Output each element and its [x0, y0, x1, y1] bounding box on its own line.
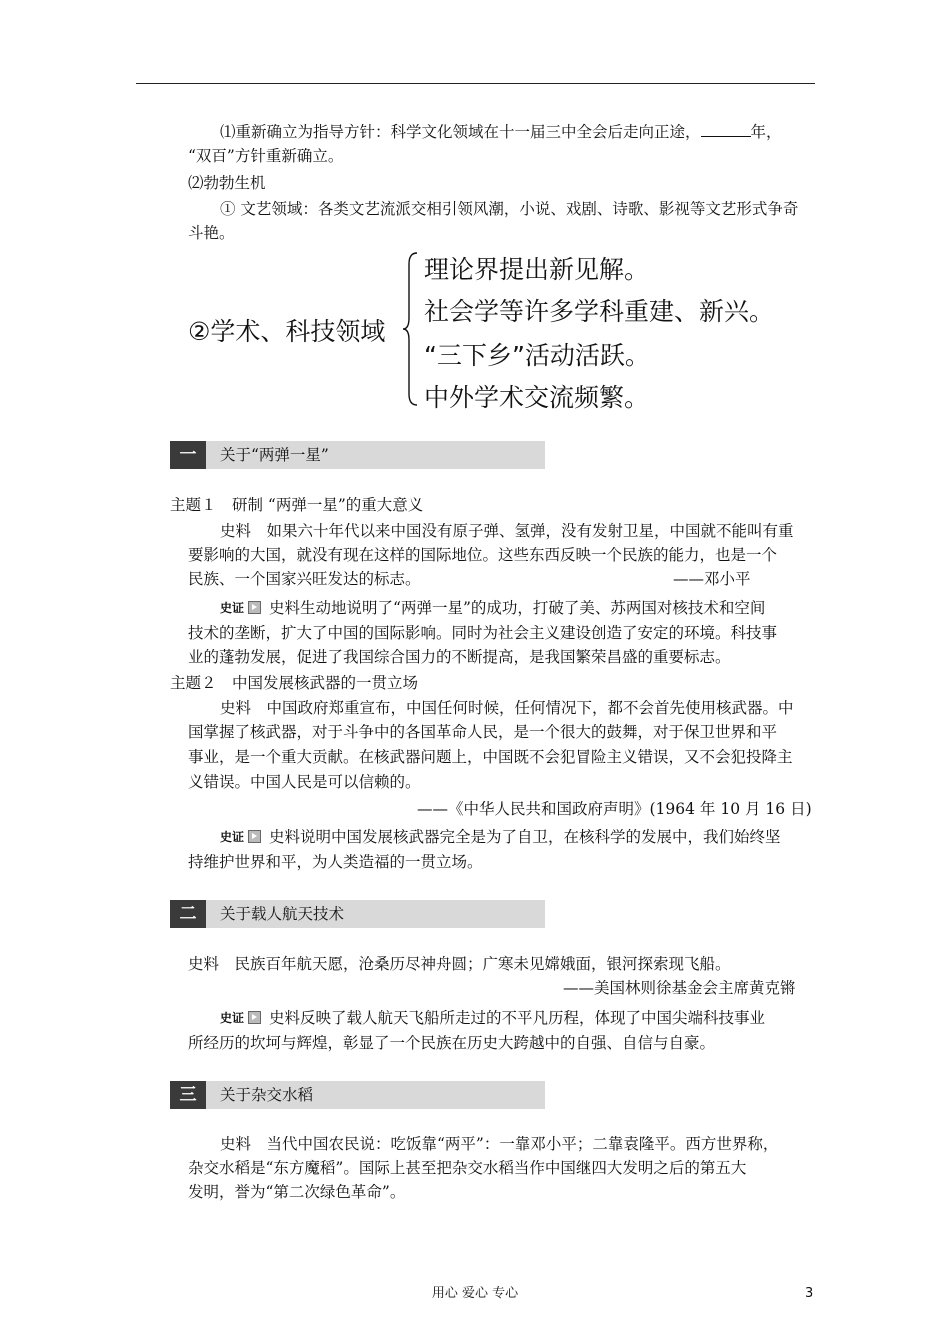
proof-line: 持维护世界和平，为人类造福的一贯立场。 — [188, 853, 483, 871]
section-number: 二 — [170, 900, 206, 928]
proof-line: 业的蓬勃发展，促进了我国综合国力的不断提高，是我国繁荣昌盛的重要标志。 — [188, 648, 731, 666]
source-line: 发明，誉为“第二次绿色革命”。 — [188, 1183, 406, 1201]
section-header — [170, 1081, 545, 1109]
intro-paragraph-3-cont: 斗艳。 — [188, 224, 235, 242]
source-line: 事业，是一个重大贡献。在核武器问题上，中国既不会犯冒险主义错误，又不会犯投降主 — [188, 748, 793, 766]
intro-paragraph-3: ① 文艺领域：各类文艺流派交相引领风潮，小说、戏剧、诗歌、影视等文艺形式争奇 — [220, 200, 799, 218]
proof-line: 所经历的坎坷与辉煌，彰显了一个民族在历史大跨越中的自强、自信与自豪。 — [188, 1034, 716, 1052]
section-header — [170, 900, 545, 928]
section-title: 关于“两弹一星” — [220, 446, 329, 464]
diagram-label: ②学术、科技领域 — [188, 317, 386, 346]
brace-icon — [402, 252, 418, 406]
source-line: 杂交水稻是“东方魔稻”。国际上甚至把杂交水稻当作中国继四大发明之后的第五大 — [188, 1159, 747, 1177]
source-attribution: ——邓小平 — [673, 570, 751, 588]
source-line: 义错误。中国人民是可以信赖的。 — [188, 773, 421, 791]
intro-paragraph-1: ⑴重新确立为指导方针：科学文化领域在十一届三中全会后走向正途， 年， — [220, 123, 782, 141]
source-line: 史料 民族百年航天愿，沧桑历尽神舟圆；广寒未见嫦娥面，银河探索现飞船。 — [188, 955, 731, 973]
proof-badge: 史证 — [220, 830, 245, 844]
source-attribution: ——《中华人民共和国政府声明》(1964 年 10 月 16 日) — [417, 800, 812, 818]
source-line: 史料 如果六十年代以来中国没有原子弹、氢弹，没有发射卫星，中国就不能叫有重 — [220, 522, 794, 540]
topic-heading: 主题２ 中国发展核武器的一贯立场 — [170, 674, 419, 692]
proof-line: 史证 史料反映了载人航天飞船所走过的不平凡历程，体现了中国尖端科技事业 — [220, 1009, 766, 1027]
diagram-item: 中外学术交流频繁。 — [424, 383, 650, 412]
fill-in-blank[interactable] — [701, 122, 751, 137]
section-number: 三 — [170, 1081, 206, 1109]
proof-line: 史证 史料说明中国发展核武器完全是为了自卫，在核科学的发展中，我们始终坚 — [220, 828, 781, 846]
proof-badge: 史证 — [220, 1011, 245, 1025]
page-number: 3 — [805, 1286, 814, 1301]
diagram-item: 社会学等许多学科重建、新兴。 — [424, 297, 775, 326]
proof-line: 史证 史料生动地说明了“两弹一星”的成功，打破了美、苏两国对核技术和空间 — [220, 599, 766, 617]
source-line: 史料 中国政府郑重宣布，中国任何时候，任何情况下，都不会首先使用核武器。中 — [220, 699, 794, 717]
source-line: 要影响的大国，就没有现在这样的国际地位。这些东西反映一个民族的能力，也是一个 — [188, 546, 778, 564]
topic-heading: 主题１ 研制 “两弹一星”的重大意义 — [170, 496, 424, 514]
arrow-icon — [248, 830, 261, 843]
arrow-icon — [248, 601, 261, 614]
proof-badge: 史证 — [220, 601, 245, 615]
source-attribution: ——美国林则徐基金会主席黄克锵 — [563, 979, 796, 997]
header-rule — [136, 83, 815, 84]
diagram-item: “三下乡”活动活跃。 — [424, 341, 650, 370]
section-title: 关于杂交水稻 — [220, 1086, 314, 1104]
arrow-icon — [248, 1011, 261, 1024]
intro-paragraph-1-cont: “双百”方针重新确立。 — [188, 147, 344, 165]
source-line: 民族、一个国家兴旺发达的标志。 — [188, 570, 421, 588]
footer-motto: 用心 爱心 专心 — [431, 1286, 519, 1301]
intro-paragraph-2: ⑵勃勃生机 — [188, 174, 266, 192]
proof-line: 技术的垄断，扩大了中国的国际影响。同时为社会主义建设创造了安定的环境。科技事 — [188, 624, 778, 642]
section-number: 一 — [170, 441, 206, 469]
section-title: 关于载人航天技术 — [220, 905, 345, 923]
diagram-item: 理论界提出新见解。 — [424, 255, 650, 284]
source-line: 国掌握了核武器，对于斗争中的各国革命人民，是一个很大的鼓舞，对于保卫世界和平 — [188, 723, 778, 741]
section-header — [170, 441, 545, 469]
source-line: 史料 当代中国农民说：吃饭靠“两平”：一靠邓小平；二靠袁隆平。西方世界称， — [220, 1135, 779, 1153]
